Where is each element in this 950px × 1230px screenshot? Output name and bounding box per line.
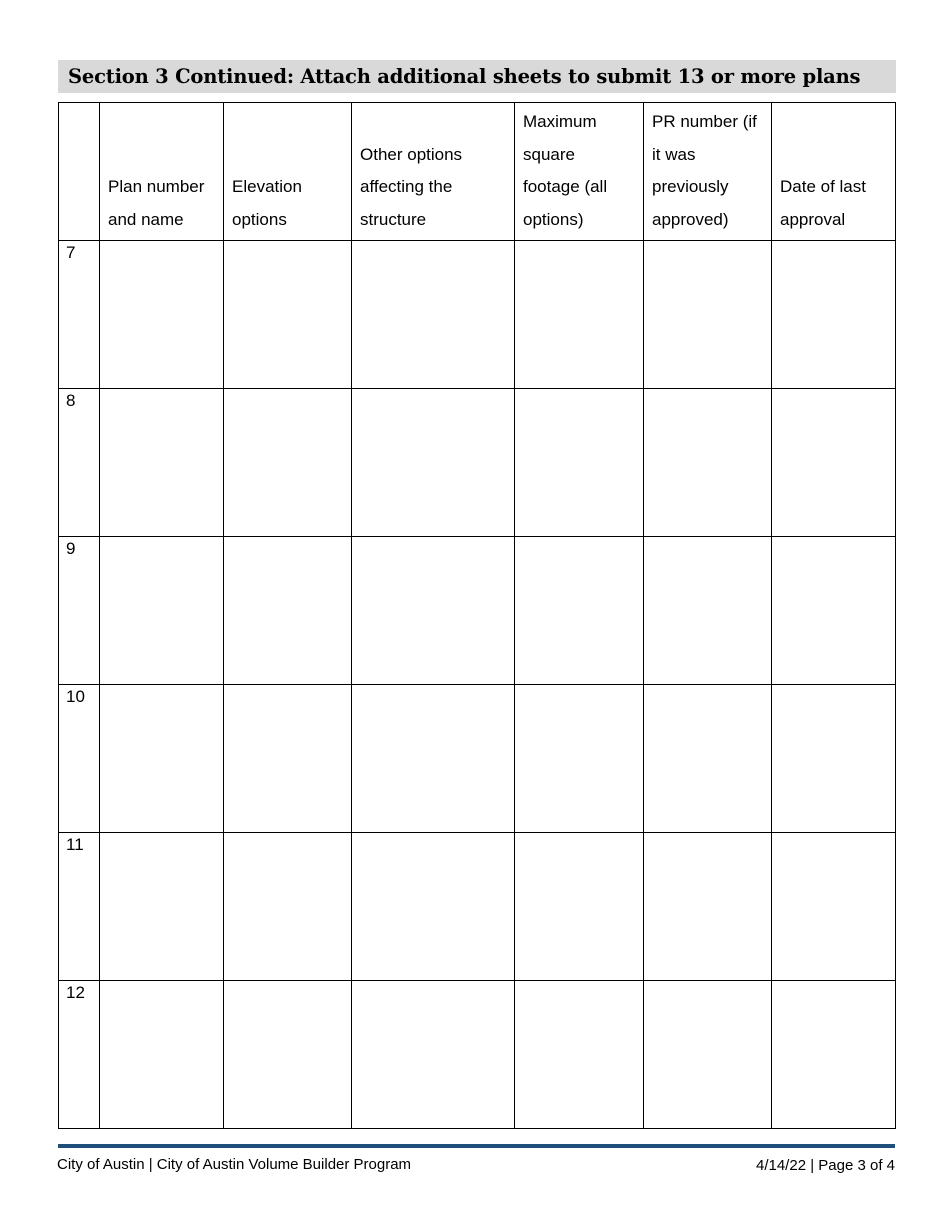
header-plan-number-and-name: Plan number and name (100, 103, 224, 241)
max-square-footage-cell[interactable] (515, 833, 644, 981)
table-row (59, 981, 896, 1129)
pr-number-cell[interactable] (644, 833, 772, 981)
table-row (59, 241, 896, 389)
header-max-square-footage: Maximum square footage (all options) (515, 103, 644, 241)
plan-number-and-name-cell[interactable] (100, 833, 224, 981)
header-pr-number: PR number (if it was previously approved) (644, 103, 772, 241)
row-number: 12 (59, 981, 100, 1129)
row-number: 8 (59, 389, 100, 537)
table-row (59, 685, 896, 833)
other-options-cell[interactable] (352, 685, 515, 833)
date-of-last-approval-cell[interactable] (772, 833, 896, 981)
elevation-options-cell[interactable] (224, 389, 352, 537)
table-row (59, 833, 896, 981)
row-number: 10 (59, 685, 100, 833)
footer-program-name: City of Austin | City of Austin Volume Builder Program (57, 1156, 412, 1173)
max-square-footage-cell[interactable] (515, 537, 644, 685)
other-options-cell[interactable] (352, 241, 515, 389)
row-number: 9 (59, 537, 100, 685)
row-number: 7 (59, 241, 100, 389)
table-row (59, 537, 896, 685)
max-square-footage-cell[interactable] (515, 389, 644, 537)
section-title: Section 3 Continued: Attach additional sheets to submit 13 or more plans (58, 60, 896, 93)
elevation-options-cell[interactable] (224, 537, 352, 685)
pr-number-cell[interactable] (644, 685, 772, 833)
header-elevation-options: Elevation options (224, 103, 352, 241)
other-options-cell[interactable] (352, 981, 515, 1129)
plan-number-and-name-cell[interactable] (100, 981, 224, 1129)
table-row (59, 389, 896, 537)
max-square-footage-cell[interactable] (515, 685, 644, 833)
footer-date-page: 4/14/22 | Page 3 of 4 (755, 1157, 895, 1174)
plan-number-and-name-cell[interactable] (100, 685, 224, 833)
pr-number-cell[interactable] (644, 537, 772, 685)
other-options-cell[interactable] (352, 833, 515, 981)
date-of-last-approval-cell[interactable] (772, 537, 896, 685)
date-of-last-approval-cell[interactable] (772, 241, 896, 389)
elevation-options-cell[interactable] (224, 833, 352, 981)
elevation-options-cell[interactable] (224, 241, 352, 389)
header-date-of-last-approval: Date of last approval (772, 103, 896, 241)
pr-number-cell[interactable] (644, 981, 772, 1129)
date-of-last-approval-cell[interactable] (772, 981, 896, 1129)
plan-number-and-name-cell[interactable] (100, 537, 224, 685)
plans-table (58, 102, 896, 1129)
date-of-last-approval-cell[interactable] (772, 685, 896, 833)
other-options-cell[interactable] (352, 537, 515, 685)
max-square-footage-cell[interactable] (515, 241, 644, 389)
header-row-number (59, 103, 100, 241)
other-options-cell[interactable] (352, 389, 515, 537)
header-other-options: Other options affecting the structure (352, 103, 515, 241)
elevation-options-cell[interactable] (224, 685, 352, 833)
date-of-last-approval-cell[interactable] (772, 389, 896, 537)
footer-divider (58, 1144, 895, 1148)
max-square-footage-cell[interactable] (515, 981, 644, 1129)
table-header-row (59, 103, 896, 241)
plan-number-and-name-cell[interactable] (100, 241, 224, 389)
pr-number-cell[interactable] (644, 389, 772, 537)
elevation-options-cell[interactable] (224, 981, 352, 1129)
row-number: 11 (59, 833, 100, 981)
pr-number-cell[interactable] (644, 241, 772, 389)
plan-number-and-name-cell[interactable] (100, 389, 224, 537)
